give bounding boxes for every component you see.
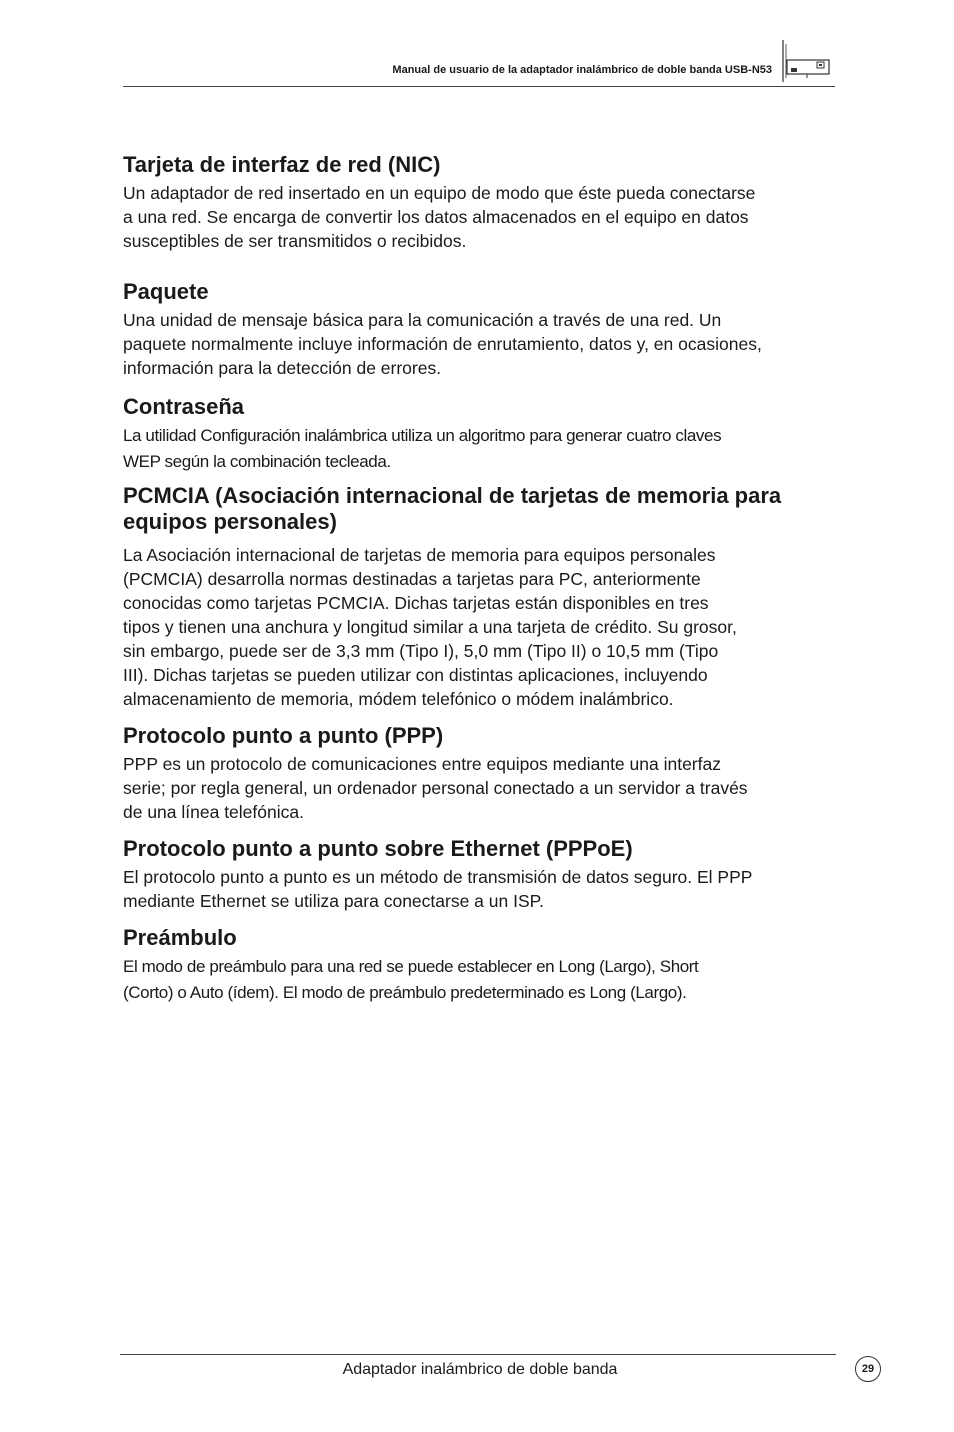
glossary-entry-contrasena — [123, 394, 838, 475]
glossary-entry-pppoe — [123, 836, 838, 913]
running-header: Manual de usuario de la adaptador inalámbrico de doble banda USB-N53 — [392, 64, 772, 76]
entry-body — [123, 865, 838, 913]
entry-body — [123, 181, 838, 253]
text-line: susceptibles de ser transmitidos o recibidos. — [123, 231, 467, 251]
text-line: (PCMCIA) desarrolla normas destinadas a tarjetas para PC, anteriormente — [123, 569, 701, 589]
text-line: sin embargo, puede ser de 3,3 mm (Tipo I), 5,0 mm (Tipo II) o 10,5 mm (Tipo — [123, 641, 719, 661]
text-line: almacenamiento de memoria, módem telefónico o módem inalámbrico. — [123, 689, 674, 709]
entry-heading — [123, 483, 838, 535]
text-line: información para la detección de errores. — [123, 358, 442, 378]
text-line: El protocolo punto a punto es un método de transmisión de datos seguro. El PPP — [123, 867, 753, 887]
text-line: a una red. Se encarga de convertir los datos almacenados en el equipo en datos — [123, 207, 749, 227]
glossary-entry-paquete — [123, 279, 838, 380]
heading-line: PCMCIA (Asociación internacional de tarjetas de memoria para — [123, 483, 782, 508]
entry-body — [123, 752, 838, 824]
text-line: PPP es un protocolo de comunicaciones entre equipos mediante una interfaz — [123, 754, 721, 774]
text-line: WEP según la combinación tecleada. — [123, 452, 391, 471]
glossary-entry-ppp — [123, 723, 838, 824]
glossary-entry-preambulo — [123, 925, 838, 1006]
entry-heading: Protocolo punto a punto (PPP) — [123, 723, 444, 748]
text-line: paquete normalmente incluye información de enrutamiento, datos y, en ocasiones, — [123, 334, 762, 354]
header-divider — [123, 86, 835, 87]
text-line: tipos y tienen una anchura y longitud similar a una tarjeta de crédito. Su grosor, — [123, 617, 737, 637]
text-line: La Asociación internacional de tarjetas de memoria para equipos personales — [123, 545, 716, 565]
entry-body — [123, 954, 838, 1006]
text-line: El modo de preámbulo para una red se puede establecer en Long (Largo), Short — [123, 957, 699, 976]
usb-adapter-icon — [777, 38, 833, 84]
text-line: La utilidad Configuración inalámbrica utiliza un algoritmo para generar cuatro claves — [123, 426, 722, 445]
text-line: mediante Ethernet se utiliza para conectarse a un ISP. — [123, 891, 544, 911]
text-line: Una unidad de mensaje básica para la comunicación a través de una red. Un — [123, 310, 722, 330]
text-line: conocidas como tarjetas PCMCIA. Dichas tarjetas están disponibles en tres — [123, 593, 709, 613]
entry-heading: Contraseña — [123, 394, 245, 419]
glossary-content — [123, 152, 838, 1006]
glossary-entry-nic — [123, 152, 838, 253]
text-line: III). Dichas tarjetas se pueden utilizar con distintas aplicaciones, incluyendo — [123, 665, 708, 685]
entry-heading: Protocolo punto a punto sobre Ethernet (PPPoE) — [123, 836, 633, 861]
page-number: 29 — [855, 1356, 881, 1382]
text-line: de una línea telefónica. — [123, 802, 304, 822]
text-line: (Corto) o Auto (ídem). El modo de preámbulo predeterminado es Long (Largo). — [123, 983, 687, 1002]
running-footer: Adaptador inalámbrico de doble banda — [342, 1361, 618, 1378]
glossary-entry-pcmcia — [123, 483, 838, 711]
entry-heading: Paquete — [123, 279, 209, 304]
entry-body — [123, 423, 838, 475]
text-line: Un adaptador de red insertado en un equipo de modo que éste pueda conectarse — [123, 183, 756, 203]
entry-body — [123, 543, 838, 711]
entry-heading: Preámbulo — [123, 925, 237, 950]
footer-divider — [120, 1354, 836, 1355]
text-line: serie; por regla general, un ordenador personal conectado a un servidor a través — [123, 778, 748, 798]
entry-heading: Tarjeta de interfaz de red (NIC) — [123, 152, 441, 177]
entry-body — [123, 308, 838, 380]
heading-line: equipos personales) — [123, 509, 337, 534]
